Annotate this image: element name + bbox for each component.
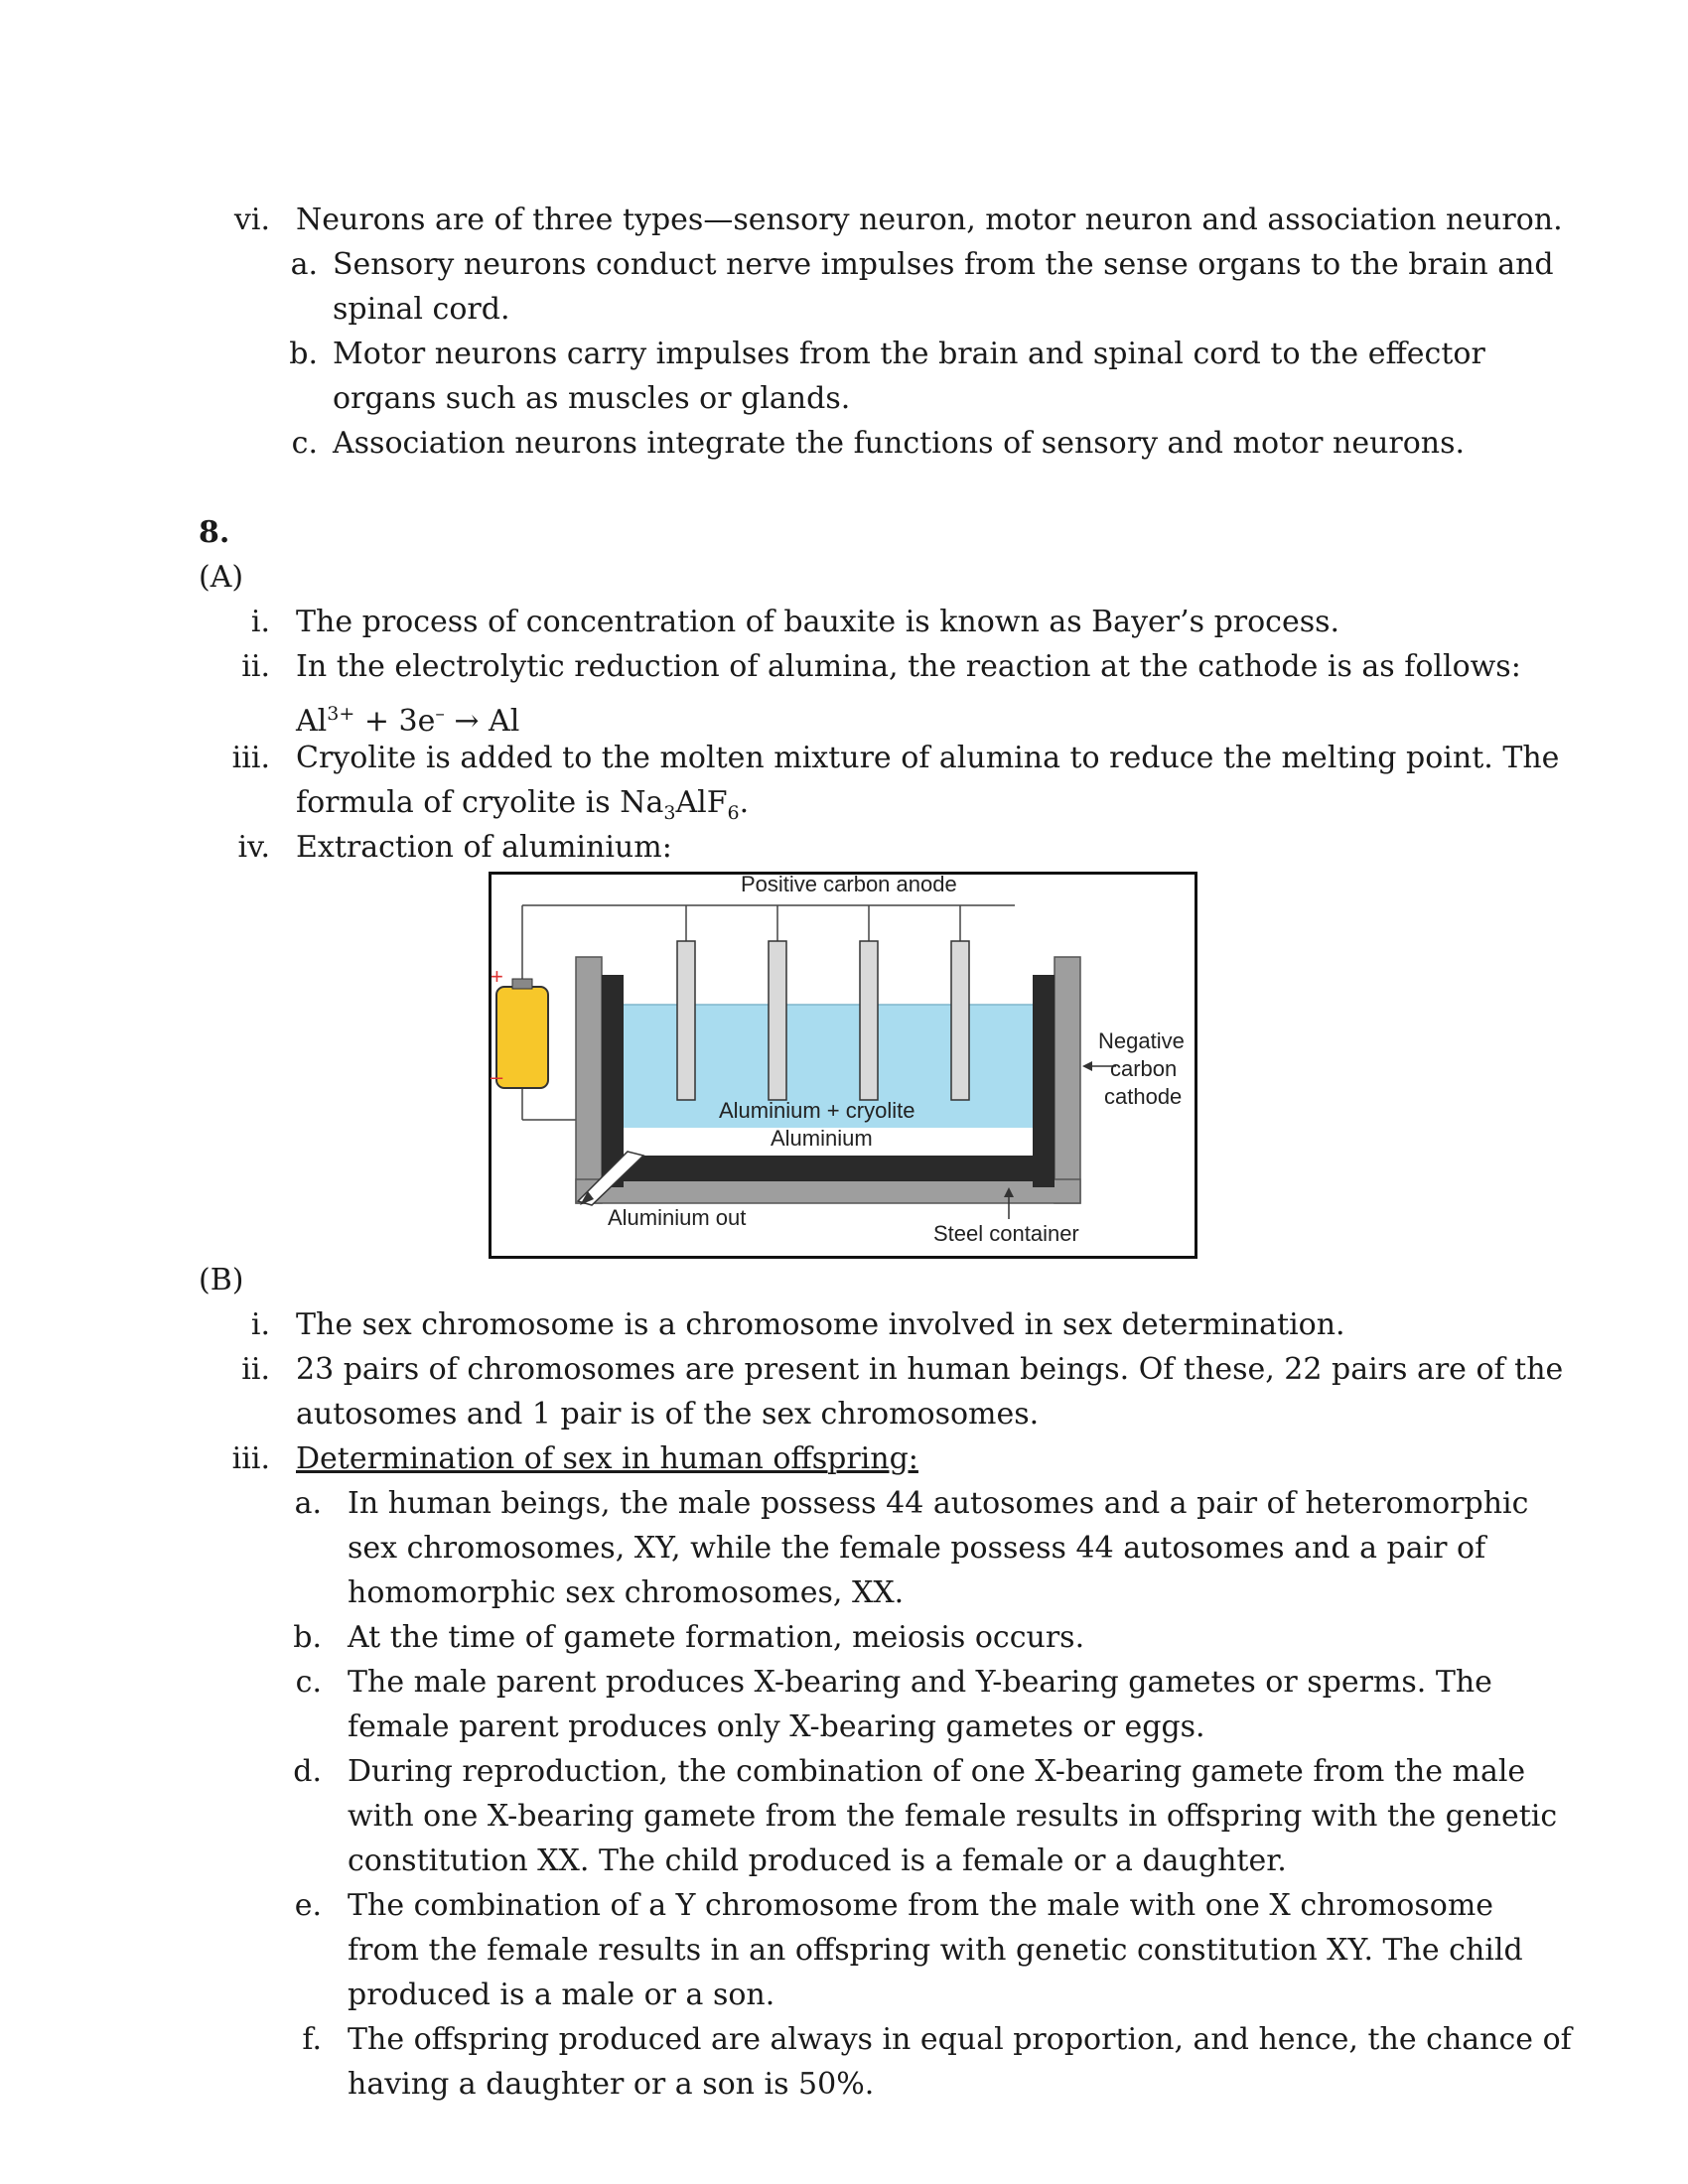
subitem-text: The offspring produced are always in equal proportion, and hence, the chance of bbox=[348, 2022, 1572, 2057]
item-marker: iii. bbox=[231, 1441, 270, 1476]
item-text: In the electrolytic reduction of alumina, the reaction at the cathode is as follows: bbox=[296, 649, 1521, 684]
item-text: 23 pairs of chromosomes are present in human beings. Of these, 22 pairs are of the bbox=[296, 1352, 1564, 1387]
subitem-marker: d. bbox=[293, 1754, 322, 1789]
subitem-text: The combination of a Y chromosome from the male with one X chromosome bbox=[348, 1888, 1494, 1923]
subitem-marker: b. bbox=[293, 1620, 322, 1655]
question-number: 8. bbox=[199, 515, 230, 550]
equation-part: → Al bbox=[444, 704, 520, 739]
part-label: (B) bbox=[199, 1263, 244, 1297]
cathode-label: Negative bbox=[1098, 1028, 1185, 1053]
section-heading: Determination of sex in human offspring: bbox=[296, 1441, 918, 1476]
item-marker: ii. bbox=[241, 1352, 270, 1387]
subitem-text: Association neurons integrate the functions of sensory and motor neurons. bbox=[333, 426, 1466, 461]
cathode-label: cathode bbox=[1104, 1084, 1183, 1109]
item-text: Cryolite is added to the molten mixture of alumina to reduce the melting point. The bbox=[296, 741, 1560, 775]
equation-charge: – bbox=[435, 703, 445, 725]
carbon-lining-base bbox=[602, 1156, 1055, 1181]
item-marker: vi. bbox=[233, 203, 270, 237]
formula-subscript: 6 bbox=[727, 802, 740, 824]
subitem-text: from the female results in an offspring with genetic constitution XY. The child bbox=[348, 1933, 1523, 1968]
subitem-text: During reproduction, the combination of one X-bearing gamete from the male bbox=[348, 1754, 1526, 1789]
cathode-label: carbon bbox=[1110, 1056, 1178, 1081]
carbon-lining-left bbox=[602, 975, 624, 1187]
subitem-text: sex chromosomes, XY, while the female possess 44 autosomes and a pair of bbox=[348, 1531, 1486, 1566]
equation-part: + 3e bbox=[354, 704, 436, 739]
aluminium-extraction-diagram bbox=[489, 872, 1197, 1259]
anode-label: Positive carbon anode bbox=[741, 872, 957, 896]
subitem-text: having a daughter or a son is 50%. bbox=[348, 2067, 875, 2102]
container-label: Steel container bbox=[933, 1221, 1079, 1246]
subitem-text: At the time of gamete formation, meiosis occurs. bbox=[348, 1620, 1085, 1655]
subitem-text: Motor neurons carry impulses from the brain and spinal cord to the effector bbox=[333, 337, 1485, 371]
subitem-text: The male parent produces X-bearing and Y-bearing gametes or sperms. The bbox=[348, 1665, 1492, 1700]
steel-wall-right bbox=[1055, 957, 1080, 1203]
carbon-lining-right bbox=[1033, 975, 1055, 1187]
subitem-marker: a. bbox=[290, 247, 318, 282]
aluminium-label: Aluminium bbox=[771, 1126, 873, 1151]
item-marker: i. bbox=[250, 605, 270, 639]
subitem-text: homomorphic sex chromosomes, XX. bbox=[348, 1575, 905, 1610]
subitem-text: In human beings, the male possess 44 autosomes and a pair of heteromorphic bbox=[348, 1486, 1529, 1521]
formula-part: . bbox=[739, 785, 750, 820]
carbon-anode bbox=[951, 941, 969, 1100]
carbon-anode bbox=[769, 941, 786, 1100]
minus-sign: – bbox=[491, 1064, 503, 1089]
electrolyte-label: Aluminium + cryolite bbox=[719, 1098, 915, 1123]
plus-sign: + bbox=[491, 964, 503, 989]
steel-base bbox=[576, 1179, 1080, 1203]
item-marker: iii. bbox=[231, 741, 270, 775]
item-marker: ii. bbox=[241, 649, 270, 684]
subitem-text: with one X-bearing gamete from the female results in offspring with the genetic bbox=[348, 1799, 1558, 1834]
subitem-marker: a. bbox=[294, 1486, 322, 1521]
battery-terminal bbox=[512, 979, 532, 989]
equation-charge: 3+ bbox=[327, 703, 355, 725]
subitem-marker: e. bbox=[294, 1888, 322, 1923]
subitem-marker: c. bbox=[291, 426, 318, 461]
steel-wall-left bbox=[576, 957, 602, 1203]
carbon-anode bbox=[860, 941, 878, 1100]
subitem-text: female parent produces only X-bearing gametes or eggs. bbox=[348, 1709, 1205, 1744]
outlet-label: Aluminium out bbox=[608, 1205, 747, 1230]
subitem-text: Sensory neurons conduct nerve impulses from the sense organs to the brain and bbox=[333, 247, 1554, 282]
subitem-marker: b. bbox=[289, 337, 318, 371]
carbon-anode bbox=[677, 941, 695, 1100]
item-text: Neurons are of three types—sensory neuron, motor neuron and association neuron. bbox=[296, 203, 1563, 237]
item-marker: iv. bbox=[237, 830, 270, 865]
equation-part: Al bbox=[296, 704, 328, 739]
part-label: (A) bbox=[199, 560, 244, 595]
formula-subscript: 3 bbox=[663, 802, 676, 824]
subitem-marker: c. bbox=[295, 1665, 322, 1700]
formula-part: formula of cryolite is Na bbox=[296, 785, 664, 820]
subitem-text: spinal cord. bbox=[333, 292, 510, 327]
subitem-text: produced is a male or a son. bbox=[348, 1978, 775, 2012]
subitem-text: constitution XX. The child produced is a female or a daughter. bbox=[348, 1843, 1287, 1878]
subitem-marker: f. bbox=[302, 2022, 322, 2057]
item-text: autosomes and 1 pair is of the sex chromosomes. bbox=[296, 1397, 1040, 1432]
item-marker: i. bbox=[250, 1307, 270, 1342]
formula-part: AlF bbox=[675, 785, 728, 820]
subitem-text: organs such as muscles or glands. bbox=[333, 381, 851, 416]
item-text: The process of concentration of bauxite is known as Bayer’s process. bbox=[296, 605, 1340, 639]
item-text: Extraction of aluminium: bbox=[296, 830, 672, 865]
battery bbox=[496, 987, 548, 1088]
item-text: The sex chromosome is a chromosome involved in sex determination. bbox=[296, 1307, 1345, 1342]
